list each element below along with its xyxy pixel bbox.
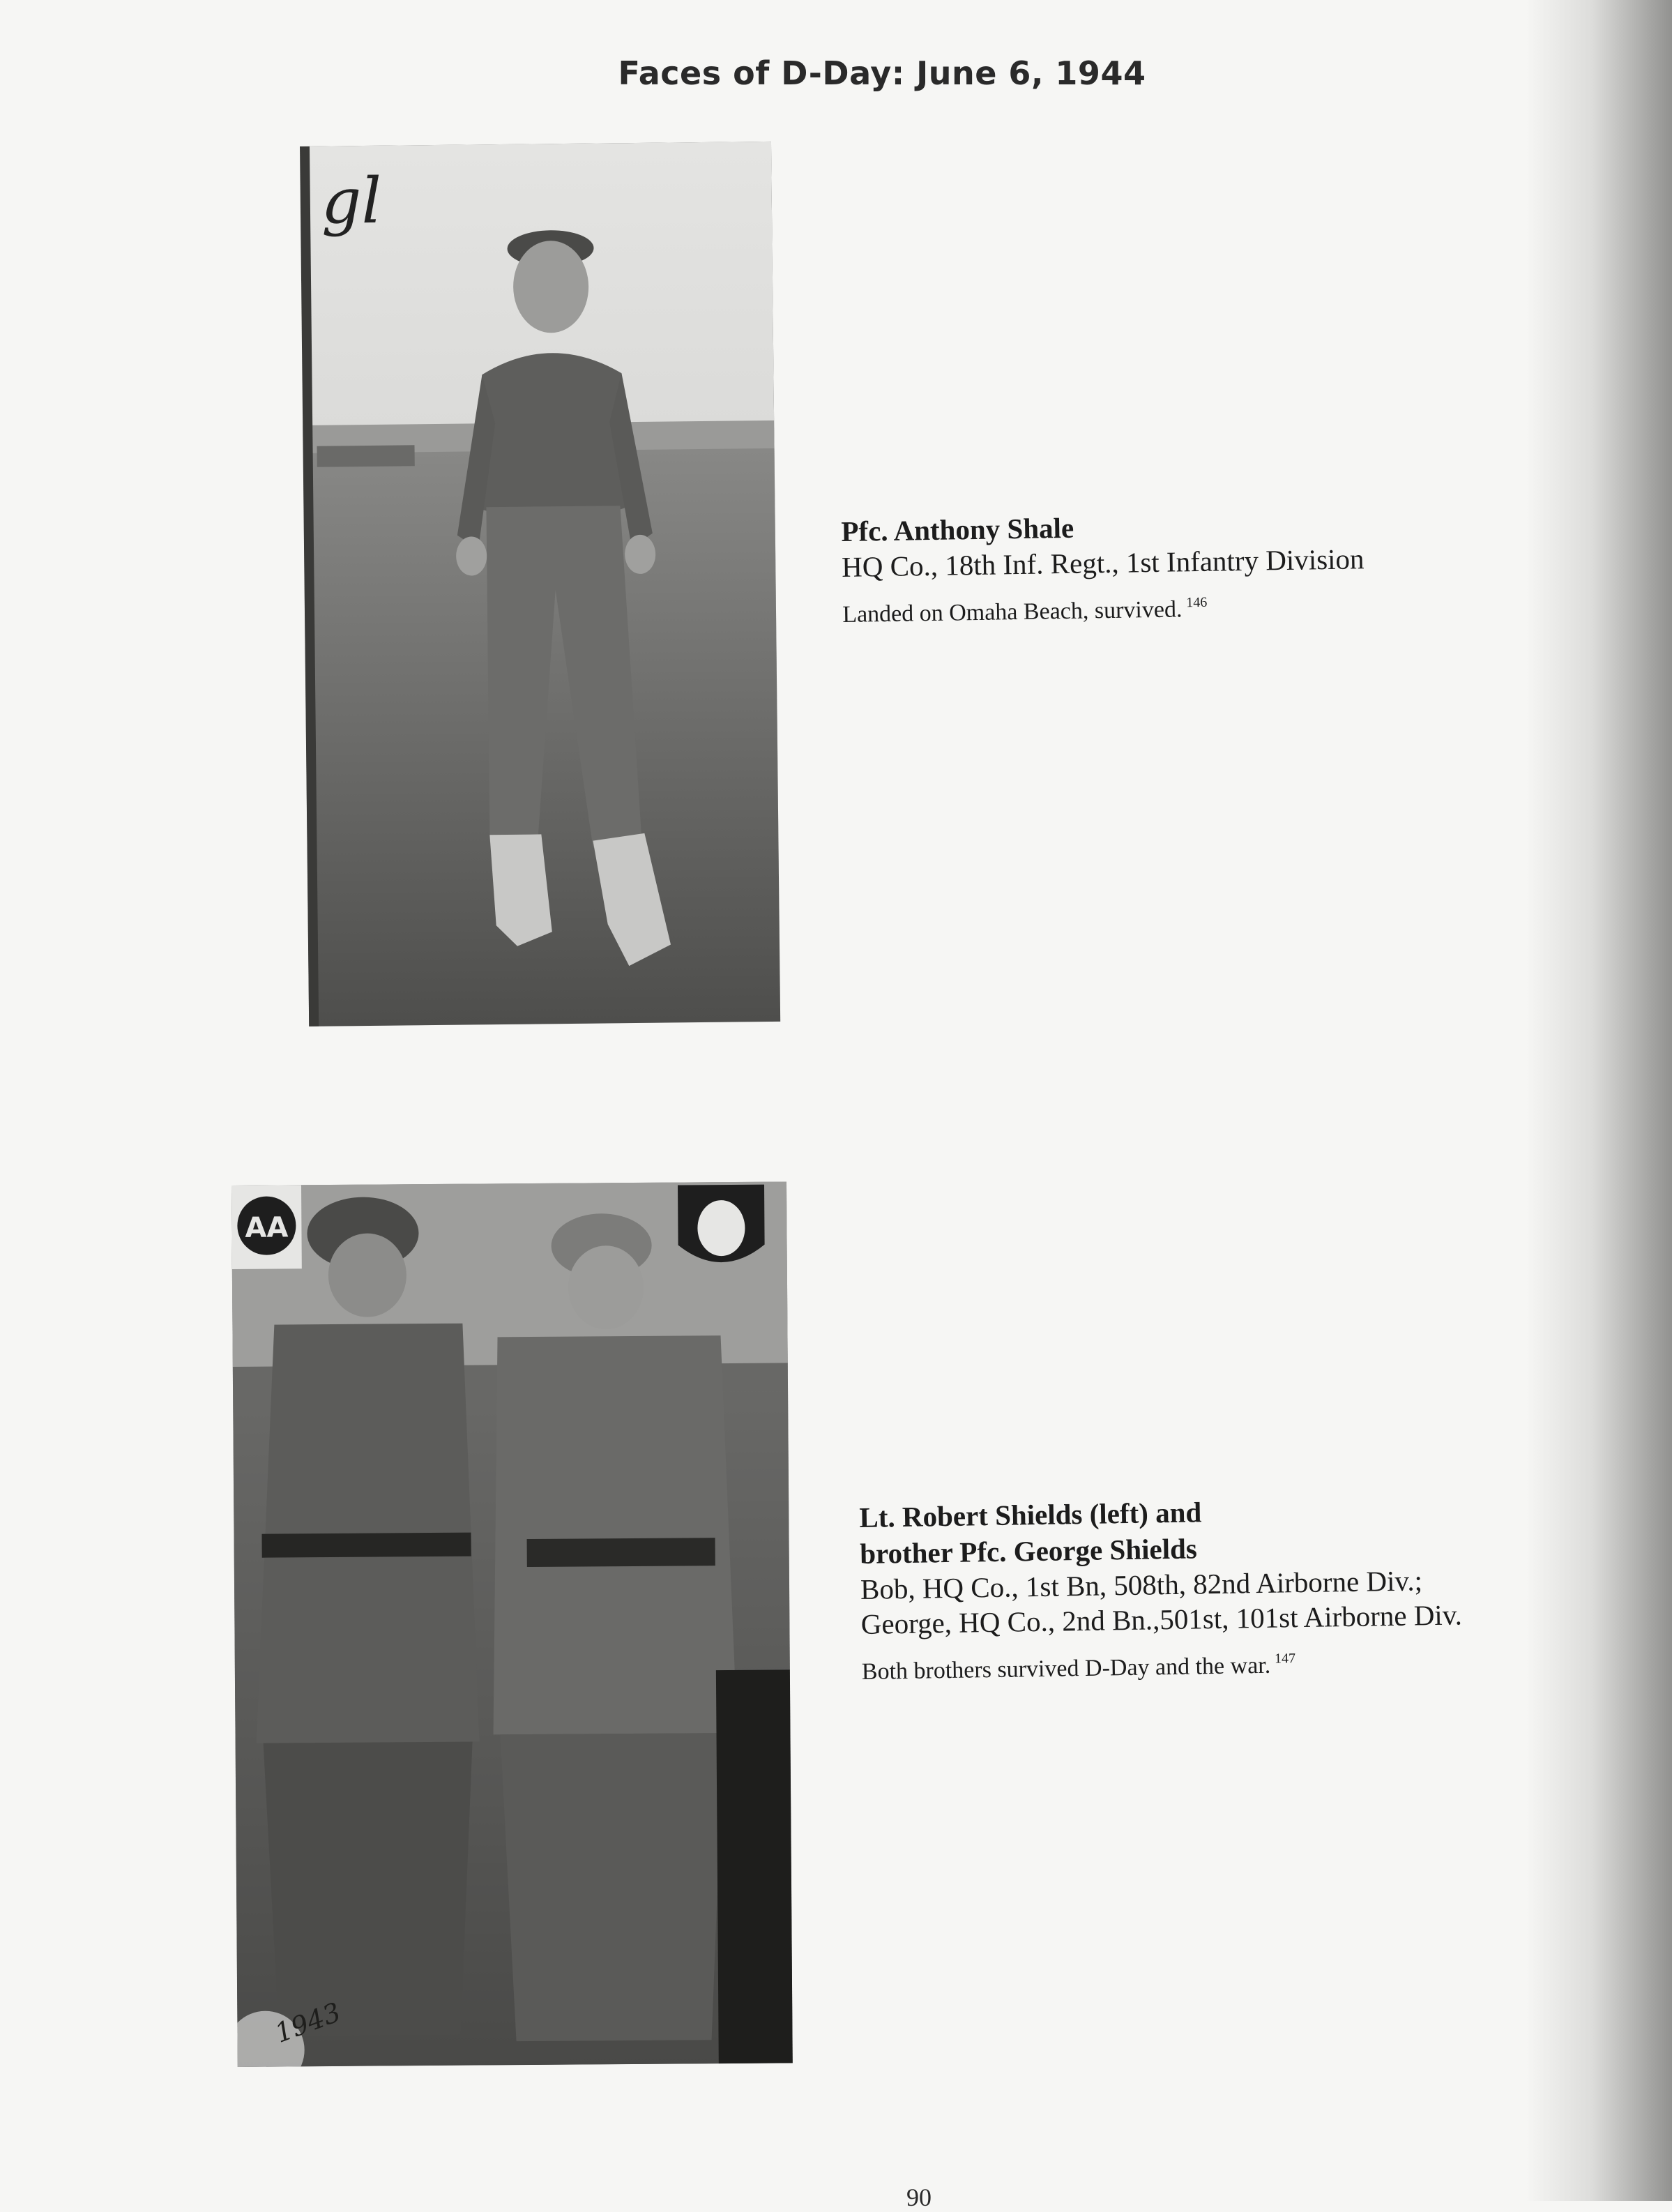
caption-shields-brothers bbox=[859, 1490, 1463, 1689]
photo-handwriting: gl bbox=[321, 164, 382, 238]
caption-note bbox=[861, 1639, 1463, 1689]
photo-date-stamp: 1943 bbox=[271, 1997, 345, 2049]
footnote-ref: 147 bbox=[1274, 1651, 1296, 1667]
photo-anthony-shale bbox=[300, 142, 780, 1027]
caption-note-text: Landed on Omaha Beach, survived. bbox=[842, 596, 1183, 628]
caption-anthony-shale bbox=[841, 505, 1365, 632]
footnote-ref: 146 bbox=[1186, 594, 1208, 611]
photo-anthony-shale-image bbox=[300, 142, 780, 1027]
page-edge-shadow bbox=[1526, 0, 1672, 2201]
insignia-82nd: AA bbox=[245, 1211, 289, 1244]
caption-name-line-1: Lt. Robert Shields (left) and bbox=[859, 1496, 1202, 1533]
caption-name-line-2: brother Pfc. George Shields bbox=[859, 1532, 1198, 1570]
caption-note bbox=[842, 583, 1365, 632]
page-number: 90 bbox=[906, 2183, 932, 2211]
caption-unit-line-2: George, HQ Co., 2nd Bn.,501st, 101st Airborne Div. bbox=[860, 1598, 1463, 1640]
photo-shields-brothers bbox=[231, 1181, 793, 2067]
caption-note-text: Both brothers survived D-Day and the war. bbox=[861, 1652, 1271, 1685]
caption-unit: HQ Co., 18th Inf. Regt., 1st Infantry Division bbox=[841, 543, 1365, 583]
caption-name: Pfc. Anthony Shale bbox=[841, 511, 1074, 547]
photo-shields-brothers-image bbox=[231, 1181, 793, 2067]
page-title: Faces of D-Day: June 6, 1944 bbox=[618, 54, 1146, 92]
caption-unit-line-1: Bob, HQ Co., 1st Bn, 508th, 82nd Airborne Div.; bbox=[860, 1564, 1423, 1605]
